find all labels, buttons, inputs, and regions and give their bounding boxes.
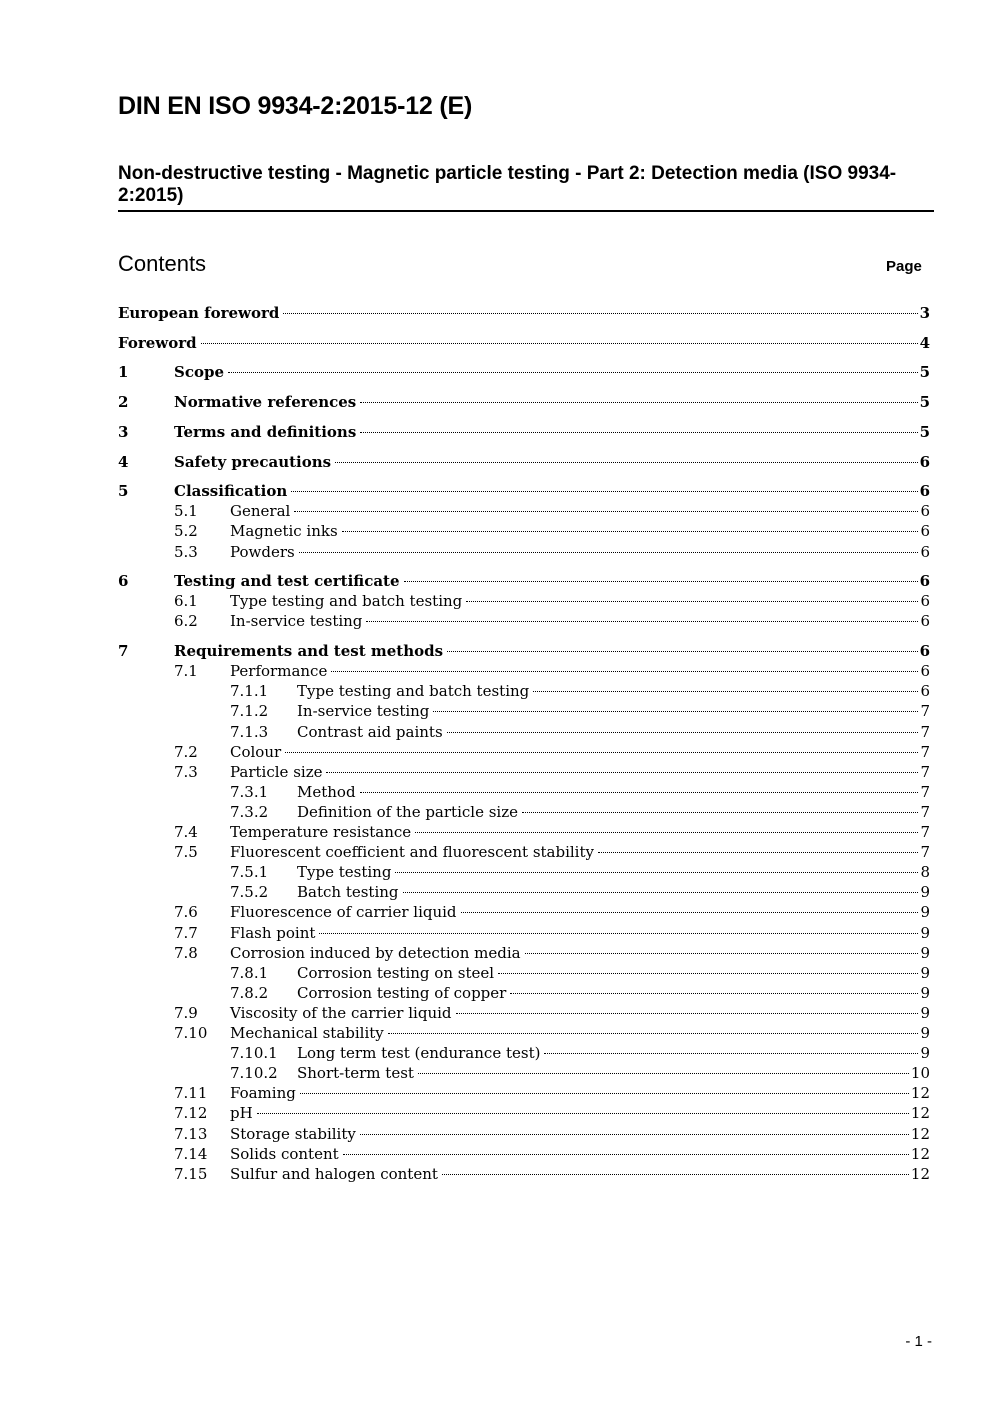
toc-dot-leader [291,491,917,492]
toc-dot-leader [283,313,917,314]
toc-dot-leader [360,432,917,433]
toc-entry-page: 9 [920,1044,930,1063]
toc-dot-leader [598,852,918,853]
toc-entry-number: 7.8.1 [230,963,269,982]
toc-dot-leader [326,772,918,773]
toc-entry-title: In-service testing [297,702,430,721]
toc-entry-page: 12 [910,1164,930,1183]
toc-dot-leader [294,511,918,512]
toc-entry[interactable] [0,1063,992,1083]
toc-entry-title: Particle size [230,762,323,781]
toc-entry-page: 9 [920,1024,930,1042]
toc-entry[interactable] [0,1164,992,1184]
toc-entry[interactable] [0,842,992,862]
toc-entry-number: 7.5.1 [230,863,269,882]
toc-entry-title: Classification [174,482,288,501]
toc-entry[interactable] [0,1083,992,1103]
toc-entry-page: 7 [920,702,930,721]
toc-dot-leader [360,1134,909,1135]
toc-entry-page: 9 [920,923,930,942]
toc-entry-number: 1 [118,363,129,382]
toc-dot-leader [418,1073,909,1074]
toc-entry-title: Corrosion testing on steel [297,963,495,982]
toc-entry-page: 5 [919,363,930,382]
toc-entry-page: 12 [910,1144,930,1163]
toc-dot-leader [285,752,918,753]
toc-entry[interactable] [0,392,992,412]
toc-entry[interactable] [0,521,992,541]
document-id: DIN EN ISO 9934-2:2015-12 (E) [118,92,473,120]
toc-entry-number: 7.6 [174,903,198,922]
toc-entry-number: 7.1 [174,662,198,681]
toc-entry[interactable] [0,1124,992,1144]
toc-entry-title: European foreword [118,304,280,322]
toc-entry-title: Long term test (endurance test) [297,1044,541,1063]
toc-entry[interactable] [0,681,992,701]
toc-entry-page: 5 [919,393,930,412]
toc-entry-title: Viscosity of the carrier liquid [230,1003,452,1022]
toc-dot-leader [544,1053,918,1054]
toc-entry[interactable] [0,303,992,323]
toc-entry-title: Fluorescent coefficient and fluorescent stability [230,843,594,862]
toc-entry[interactable] [0,802,992,822]
toc-entry[interactable] [0,591,992,611]
toc-entry-title: Type testing and batch testing [230,592,463,611]
toc-entry[interactable] [0,661,992,681]
toc-entry-page: 7 [920,742,930,761]
toc-entry-page: 7 [920,823,930,841]
toc-entry-number: 6.1 [174,592,198,611]
toc-entry-page: 7 [920,722,930,741]
toc-dot-leader [456,1013,919,1014]
toc-entry[interactable] [0,963,992,983]
toc-entry-page: 6 [919,572,930,591]
toc-entry-title: Powders [230,542,295,561]
toc-entry[interactable] [0,362,992,382]
toc-entry-title: Safety precautions [174,452,332,471]
toc-dot-leader [201,343,918,344]
toc-entry-page: 7 [920,802,930,821]
toc-entry-number: 4 [118,452,129,471]
toc-dot-leader [299,552,919,553]
toc-entry-number: 7.2 [174,742,198,761]
toc-entry-number: 7.12 [174,1104,208,1123]
toc-entry[interactable] [0,701,992,721]
toc-entry-page: 6 [920,662,930,681]
toc-entry-title: General [230,502,291,521]
toc-entry-number: 7.1.2 [230,702,269,721]
toc-entry-title: Requirements and test methods [174,642,444,661]
toc-entry-number: 7.7 [174,923,198,942]
toc-entry-page: 9 [920,983,930,1002]
toc-entry[interactable] [0,742,992,762]
toc-dot-leader [525,953,919,954]
toc-entry-number: 7.9 [174,1003,198,1022]
toc-dot-leader [447,732,919,733]
toc-entry-title: Definition of the particle size [297,802,518,821]
toc-entry-title: In-service testing [230,612,363,631]
toc-entry-title: Sulfur and halogen content [230,1164,438,1183]
toc-dot-leader [395,872,918,873]
toc-dot-leader [433,711,918,712]
toc-entry-number: 7.11 [174,1084,208,1103]
toc-entry[interactable] [0,1043,992,1063]
toc-entry-number: 5.3 [174,542,198,561]
toc-dot-leader [533,691,918,692]
toc-entry-title: pH [230,1104,253,1123]
toc-dot-leader [300,1093,909,1094]
page-column-heading: Page [886,258,922,275]
toc-entry-number: 7 [118,642,129,661]
toc-entry[interactable] [0,501,992,521]
toc-entry-page: 6 [920,682,930,701]
toc-entry[interactable] [0,641,992,661]
toc-entry-page: 12 [910,1104,930,1123]
toc-entry-title: Mechanical stability [230,1024,384,1042]
toc-entry-number: 6 [118,572,129,591]
toc-entry[interactable] [0,422,992,442]
toc-entry-title: Corrosion induced by detection media [230,943,521,962]
toc-entry[interactable] [0,722,992,742]
toc-entry-number: 7.13 [174,1124,208,1143]
toc-entry-title: Contrast aid paints [297,722,443,741]
toc-entry-page: 9 [920,963,930,982]
toc-entry-number: 5.1 [174,502,198,521]
contents-heading: Contents [118,251,207,276]
toc-entry-page: 12 [910,1084,930,1103]
toc-dot-leader [415,832,918,833]
toc-entry[interactable] [0,542,992,562]
toc-entry[interactable] [0,333,992,353]
title-rule [118,210,934,212]
toc-entry-number: 7.5.2 [230,883,269,902]
toc-dot-leader [466,601,918,602]
toc-entry-page: 7 [920,782,930,801]
toc-entry-page: 6 [920,612,930,631]
toc-entry[interactable] [0,762,992,782]
toc-entry-page: 12 [910,1124,930,1143]
toc-dot-leader [360,792,919,793]
toc-entry-page: 6 [919,642,930,661]
toc-entry-title: Storage stability [230,1124,356,1143]
toc-dot-leader [442,1174,909,1175]
toc-entry-number: 7.8.2 [230,983,269,1002]
toc-entry-number: 3 [118,422,129,441]
toc-entry-number: 7.1.1 [230,682,269,701]
toc-entry-title: Magnetic inks [230,522,338,541]
toc-dot-leader [461,912,919,913]
footer-page-number: - 1 - [905,1333,932,1350]
toc-entry-page: 8 [920,863,930,882]
toc-dot-leader [319,933,918,934]
toc-dot-leader [360,402,917,403]
toc-entry-page: 6 [920,502,930,521]
toc-entry-number: 5 [118,482,129,501]
toc-dot-leader [335,462,917,463]
toc-entry[interactable] [0,452,992,472]
toc-entry[interactable] [0,611,992,631]
toc-entry[interactable] [0,481,992,501]
toc-dot-leader [403,892,919,893]
toc-entry-number: 7.10.1 [230,1044,278,1063]
toc-dot-leader [510,993,918,994]
toc-entry-page: 9 [920,903,930,922]
toc-entry-title: Terms and definitions [174,422,357,441]
toc-entry-number: 7.1.3 [230,722,269,741]
toc-entry-title: Type testing and batch testing [297,682,530,701]
toc-entry-page: 9 [920,883,930,902]
toc-entry-page: 3 [919,304,930,322]
toc-dot-leader [388,1033,919,1034]
toc-entry[interactable] [0,822,992,842]
toc-entry-number: 7.3.2 [230,802,269,821]
toc-entry-page: 7 [920,762,930,781]
toc-entry-number: 7.15 [174,1164,208,1183]
toc-entry[interactable] [0,923,992,943]
toc-entry-title: Method [297,782,356,801]
toc-dot-leader [522,812,918,813]
toc-entry-page: 9 [920,943,930,962]
toc-entry-number: 7.8 [174,943,198,962]
toc-dot-leader [331,671,918,672]
toc-entry-title: Foreword [118,333,197,352]
toc-entry[interactable] [0,862,992,882]
toc-entry-page: 6 [920,522,930,541]
toc-entry-title: Batch testing [297,883,399,902]
toc-entry[interactable] [0,882,992,902]
toc-entry-title: Temperature resistance [230,823,412,841]
toc-entry-number: 6.2 [174,612,198,631]
toc-entry-title: Short-term test [297,1064,414,1083]
document-title: Non-destructive testing - Magnetic particle testing - Part 2: Detection media (ISO 9934-2:2015) [118,163,897,206]
toc-entry-title: Normative references [174,393,357,412]
toc-entry-number: 7.4 [174,823,198,841]
toc-entry-number: 7.3.1 [230,782,269,801]
toc-entry-title: Colour [230,742,282,761]
toc-entry-page: 4 [919,333,930,352]
toc-entry-title: Performance [230,662,328,681]
toc-entry-page: 5 [919,422,930,441]
toc-entry[interactable] [0,983,992,1003]
toc-dot-leader [366,621,918,622]
toc-entry-page: 6 [919,452,930,471]
toc-entry-number: 5.2 [174,522,198,541]
toc-dot-leader [343,1154,909,1155]
toc-dot-leader [404,581,918,582]
toc-entry[interactable] [0,1144,992,1164]
toc-dot-leader [257,1113,909,1114]
toc-entry-number: 2 [118,393,129,412]
toc-entry-title: Scope [174,363,225,382]
toc-entry-title: Solids content [230,1144,339,1163]
toc-entry[interactable] [0,571,992,591]
toc-entry-number: 7.3 [174,762,198,781]
toc-entry[interactable] [0,782,992,802]
toc-entry-title: Foaming [230,1084,296,1103]
toc-entry[interactable] [0,943,992,963]
toc-entry-title: Type testing [297,863,392,882]
toc-dot-leader [342,531,919,532]
toc-entry[interactable] [0,902,992,922]
toc-entry[interactable] [0,1003,992,1023]
toc-entry-number: 7.10 [174,1024,208,1042]
toc-entry-number: 7.14 [174,1144,208,1163]
toc-dot-leader [228,372,918,373]
toc-entry-page: 6 [920,592,930,611]
toc-dot-leader [447,651,918,652]
toc-entry-title: Testing and test certificate [174,572,400,591]
toc-entry-page: 6 [920,542,930,561]
toc-entry-title: Corrosion testing of copper [297,983,507,1002]
toc-entry-page: 6 [919,482,930,501]
toc-entry-title: Flash point [230,923,316,942]
toc-entry[interactable] [0,1023,992,1043]
toc-entry-title: Fluorescence of carrier liquid [230,903,457,922]
toc-entry-page: 7 [920,843,930,862]
toc-entry-page: 9 [920,1003,930,1022]
toc-dot-leader [498,973,918,974]
toc-entry-number: 7.10.2 [230,1064,278,1083]
toc-entry-page: 10 [910,1064,930,1083]
toc-entry[interactable] [0,1103,992,1123]
toc-entry-number: 7.5 [174,843,198,862]
